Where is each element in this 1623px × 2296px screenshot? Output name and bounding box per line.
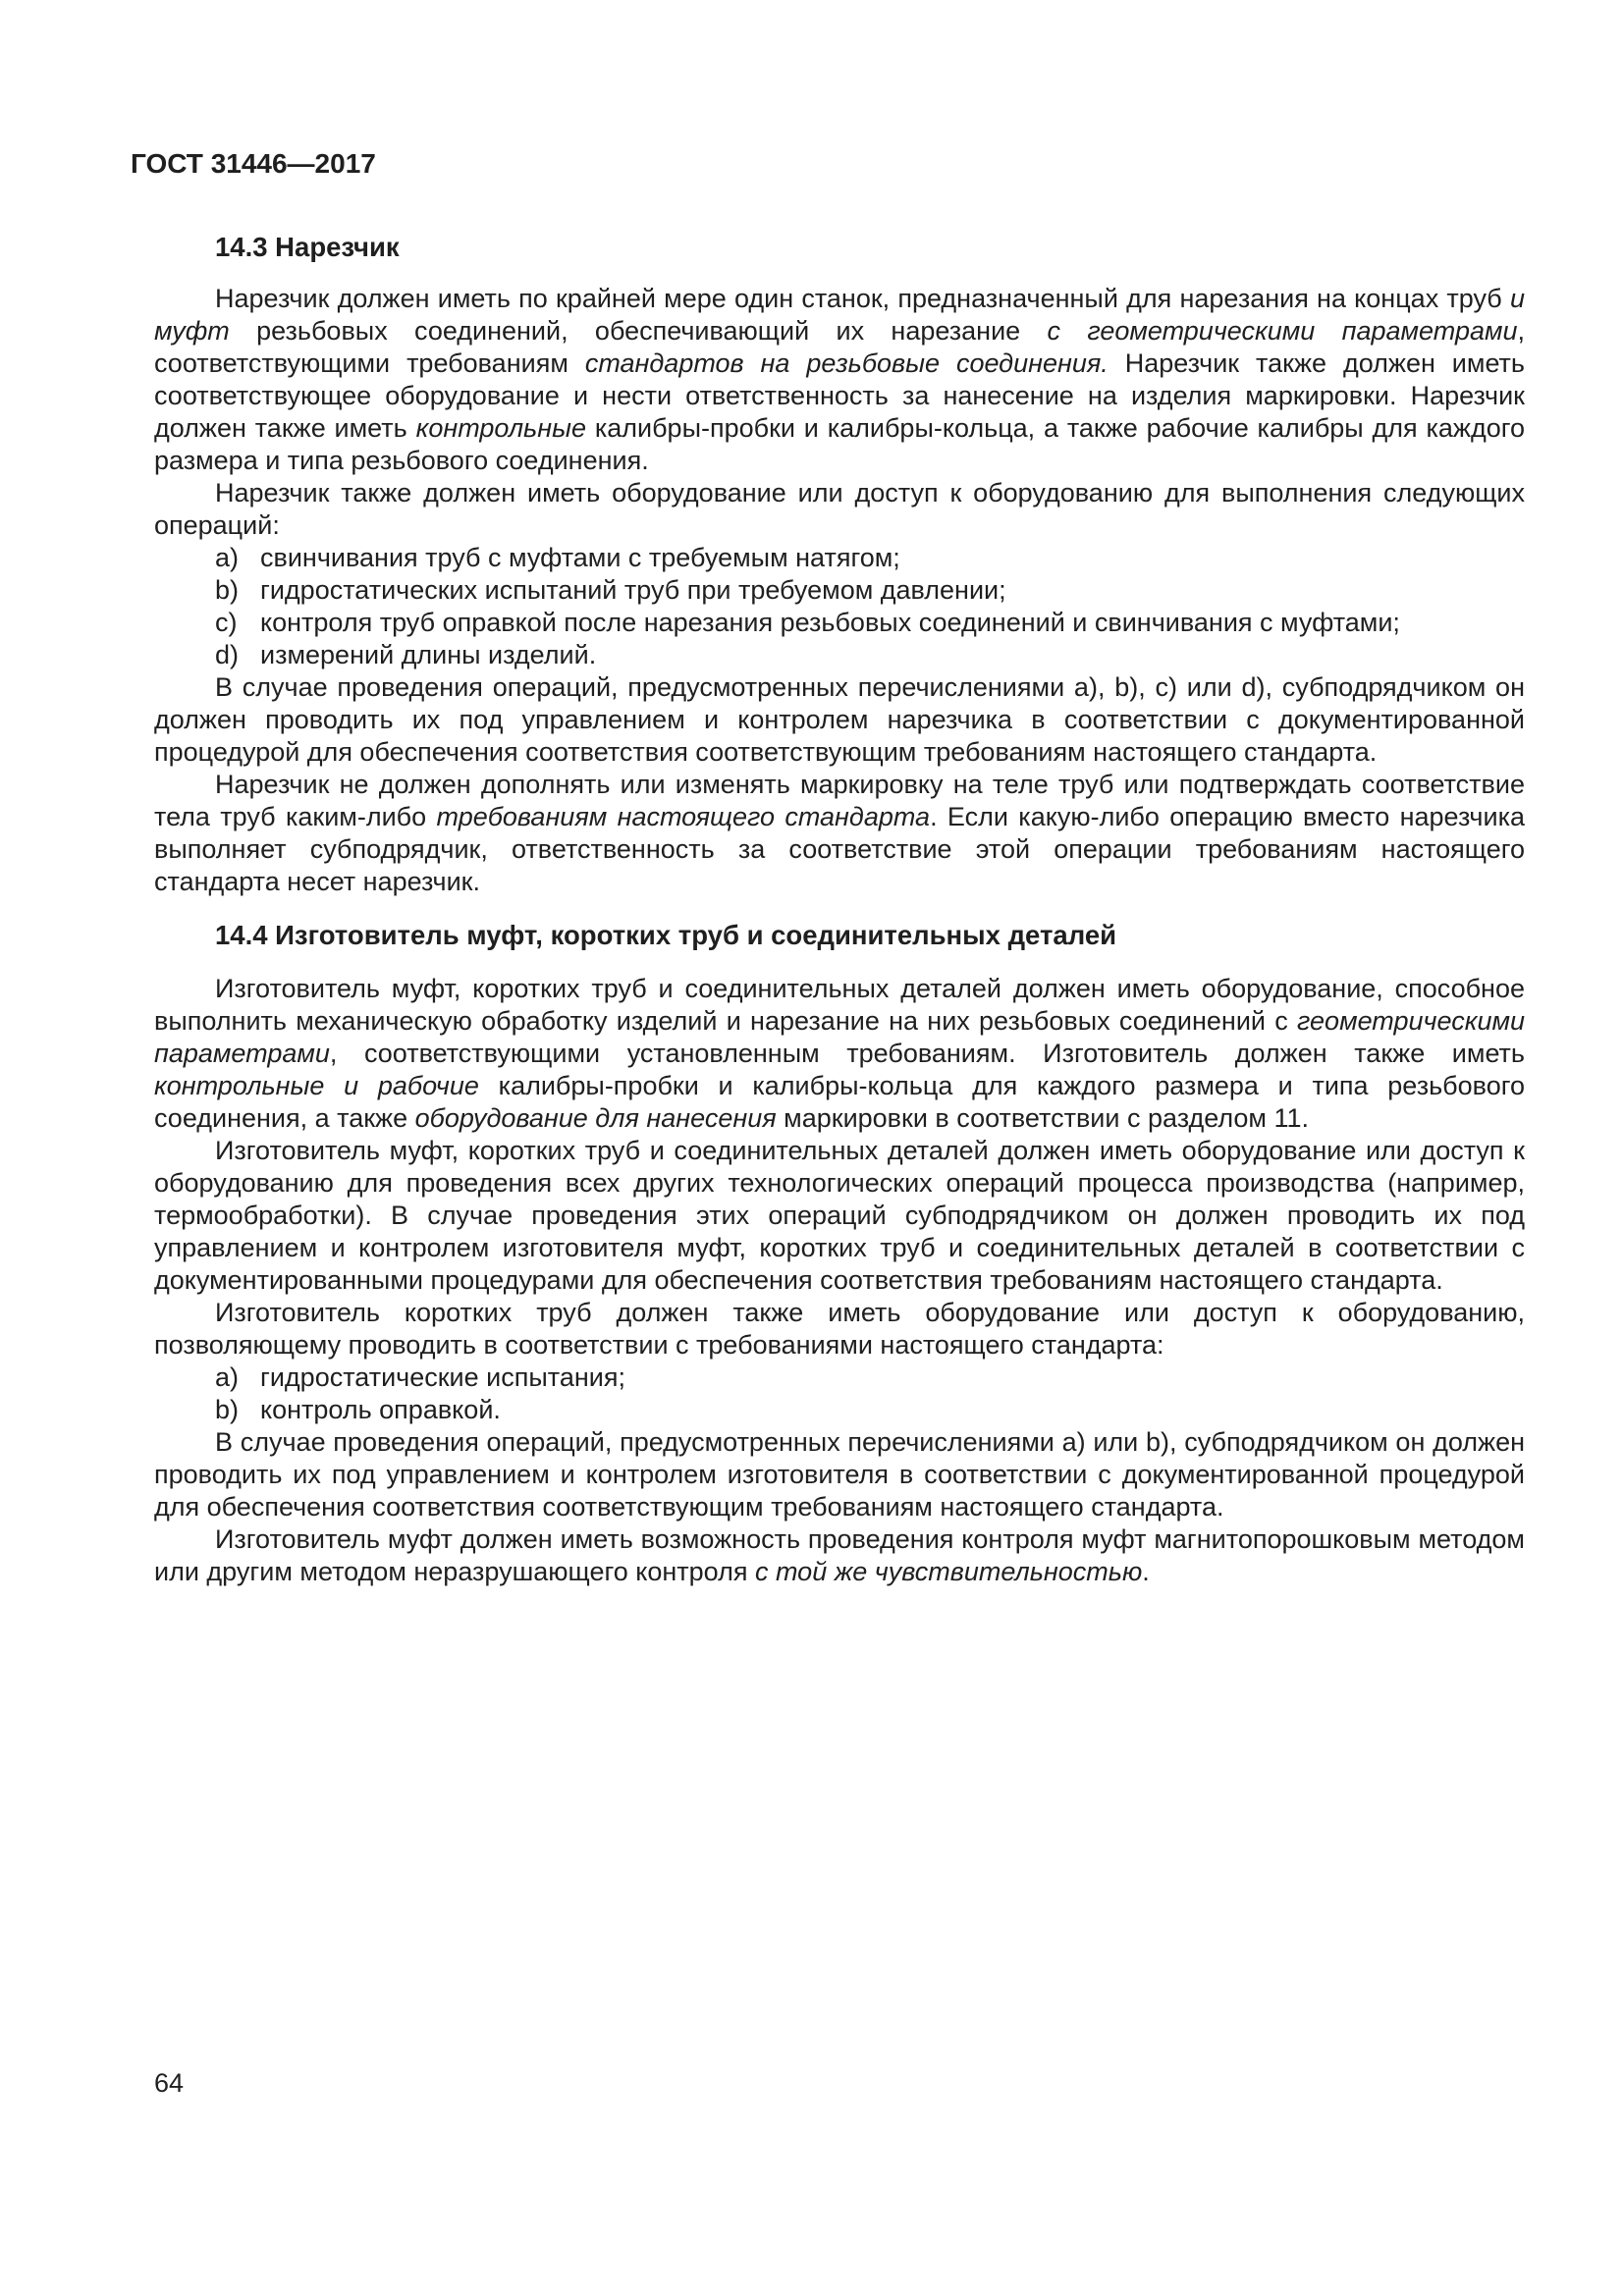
list-marker: a) [215, 1362, 240, 1392]
text-run: . [1142, 1557, 1150, 1586]
text-run: контрольные и рабочие [154, 1071, 479, 1100]
list-item [154, 1394, 1525, 1426]
list-item [154, 639, 1525, 671]
list-item-text: контроля труб оправкой после нарезания резьбовых соединений и свинчивания с муфтами; [260, 608, 1400, 637]
list-item-text: гидростатических испытаний труб при требуемом давлении; [260, 575, 1006, 605]
text-run: . Если какую-либо операцию вместо нарезчика выполняет субподрядчик, ответственность за соответствие этой операции требованиям настоящего стандарта несет нарезчик. [154, 802, 1525, 896]
paragraph [154, 973, 1525, 1135]
text-run: Нарезчик не должен дополнять или изменять маркировку на теле труб или подтверждать соответствие тела труб каким-либо [154, 770, 1525, 831]
text-run: контрольные [415, 413, 586, 443]
list-item [154, 1362, 1525, 1394]
page-number: 64 [154, 2068, 185, 2098]
list-marker: b) [215, 1395, 240, 1424]
text-run: Изготовитель муфт, коротких труб и соединительных деталей должен иметь оборудование, способное выполнить механическую обработку изделий и нарезание на них резьбовых соединений с [154, 974, 1525, 1036]
list-marker: b) [215, 575, 240, 605]
paragraph [154, 671, 1525, 769]
text-run: Изготовитель муфт должен иметь возможность проведения контроля муфт магнитопорошковым методом или другим методом неразрушающего контроля [154, 1524, 1525, 1586]
text-run: стандартов на резьбовые соединения. [584, 348, 1109, 378]
text-run: Нарезчик должен иметь по крайней мере один станок, предназначенный для нарезания на концах труб [215, 284, 1510, 313]
list-item [154, 542, 1525, 574]
list [154, 542, 1525, 671]
list-item-text: контроль оправкой. [260, 1395, 501, 1424]
paragraph [154, 769, 1525, 898]
text-run: Изготовитель муфт, коротких труб и соединительных деталей должен иметь оборудование или доступ к оборудованию для проведения всех других технологических операций процесса производства (например, термообработки). В случае проведения этих операций субподрядчиком он должен проводить их под управлением и контролем изготовителя муфт, коротких труб и соединительных деталей в соответствии с документированными процедурами для обеспечения соответствия требованиям настоящего стандарта. [154, 1136, 1525, 1295]
list-marker: a) [215, 543, 240, 572]
paragraph [154, 1297, 1525, 1362]
text-run: В случае проведения операций, предусмотренных перечислениями a) или b), субподрядчиком он должен проводить их под управлением и контролем изготовителя в соответствии с документированной процедурой для обеспечения соответствия соответствующим требованиям настоящего стандарта. [154, 1427, 1525, 1522]
paragraph [154, 477, 1525, 542]
list-item [154, 607, 1525, 639]
text-run: оборудование для нанесения [414, 1103, 777, 1133]
page-header-doc-code: ГОСТ 31446—2017 [131, 148, 376, 179]
list-item-text: свинчивания труб с муфтами с требуемым натягом; [260, 543, 900, 572]
text-run: с геометрическими параметрами [1047, 316, 1518, 346]
list [154, 1362, 1525, 1426]
text-run: , соответствующими установленным требованиям. Изготовитель должен также иметь [329, 1039, 1525, 1068]
paragraph [154, 1135, 1525, 1297]
text-run: с той же чувствительностью [754, 1557, 1143, 1586]
text-run: В случае проведения операций, предусмотренных перечислениями a), b), c) или d), субподрядчиком он должен проводить их под управлением и контролем нарезчика в соответствии с документированной процедурой для обеспечения соответствия соответствующим требованиям настоящего стандарта. [154, 672, 1525, 767]
text-run: требованиям настоящего стандарта [436, 802, 931, 831]
paragraph [154, 1523, 1525, 1588]
paragraph [154, 1426, 1525, 1523]
section-heading-14-3: 14.3 Нарезчик [215, 232, 400, 262]
list-item [154, 574, 1525, 607]
text-run: Нарезчик также должен иметь оборудование или доступ к оборудованию для выполнения следующих операций: [154, 478, 1525, 540]
text-run: и муфт [154, 284, 1525, 346]
text-run: калибры-пробки и калибры-кольца для каждого размера и типа резьбового соединения, а также [154, 1071, 1525, 1133]
list-item-text: измерений длины изделий. [260, 640, 597, 669]
text-run: , соответствующими требованиям [154, 316, 1526, 378]
text-run: маркировки в соответствии с разделом 11. [776, 1103, 1310, 1133]
paragraph [154, 283, 1525, 477]
list-item-text: гидростатические испытания; [260, 1362, 625, 1392]
list-marker: c) [215, 608, 238, 637]
list-marker: d) [215, 640, 240, 669]
section-heading-14-4: 14.4 Изготовитель муфт, коротких труб и соединительных деталей [215, 920, 1117, 950]
text-run: резьбовых соединений, обеспечивающий их нарезание [229, 316, 1048, 346]
text-run: геометрическими параметрами [154, 1006, 1525, 1068]
text-run: калибры-пробки и калибры-кольца, а также рабочие калибры для каждого размера и типа резьбового соединения. [154, 413, 1526, 475]
text-run: Изготовитель коротких труб должен также иметь оборудование или доступ к оборудованию, позволяющему проводить в соответствии с требованиями настоящего стандарта: [154, 1298, 1525, 1360]
text-run: Нарезчик также должен иметь соответствующее оборудование и нести ответственность за нанесение на изделия маркировки. Нарезчик должен также иметь [154, 348, 1525, 443]
